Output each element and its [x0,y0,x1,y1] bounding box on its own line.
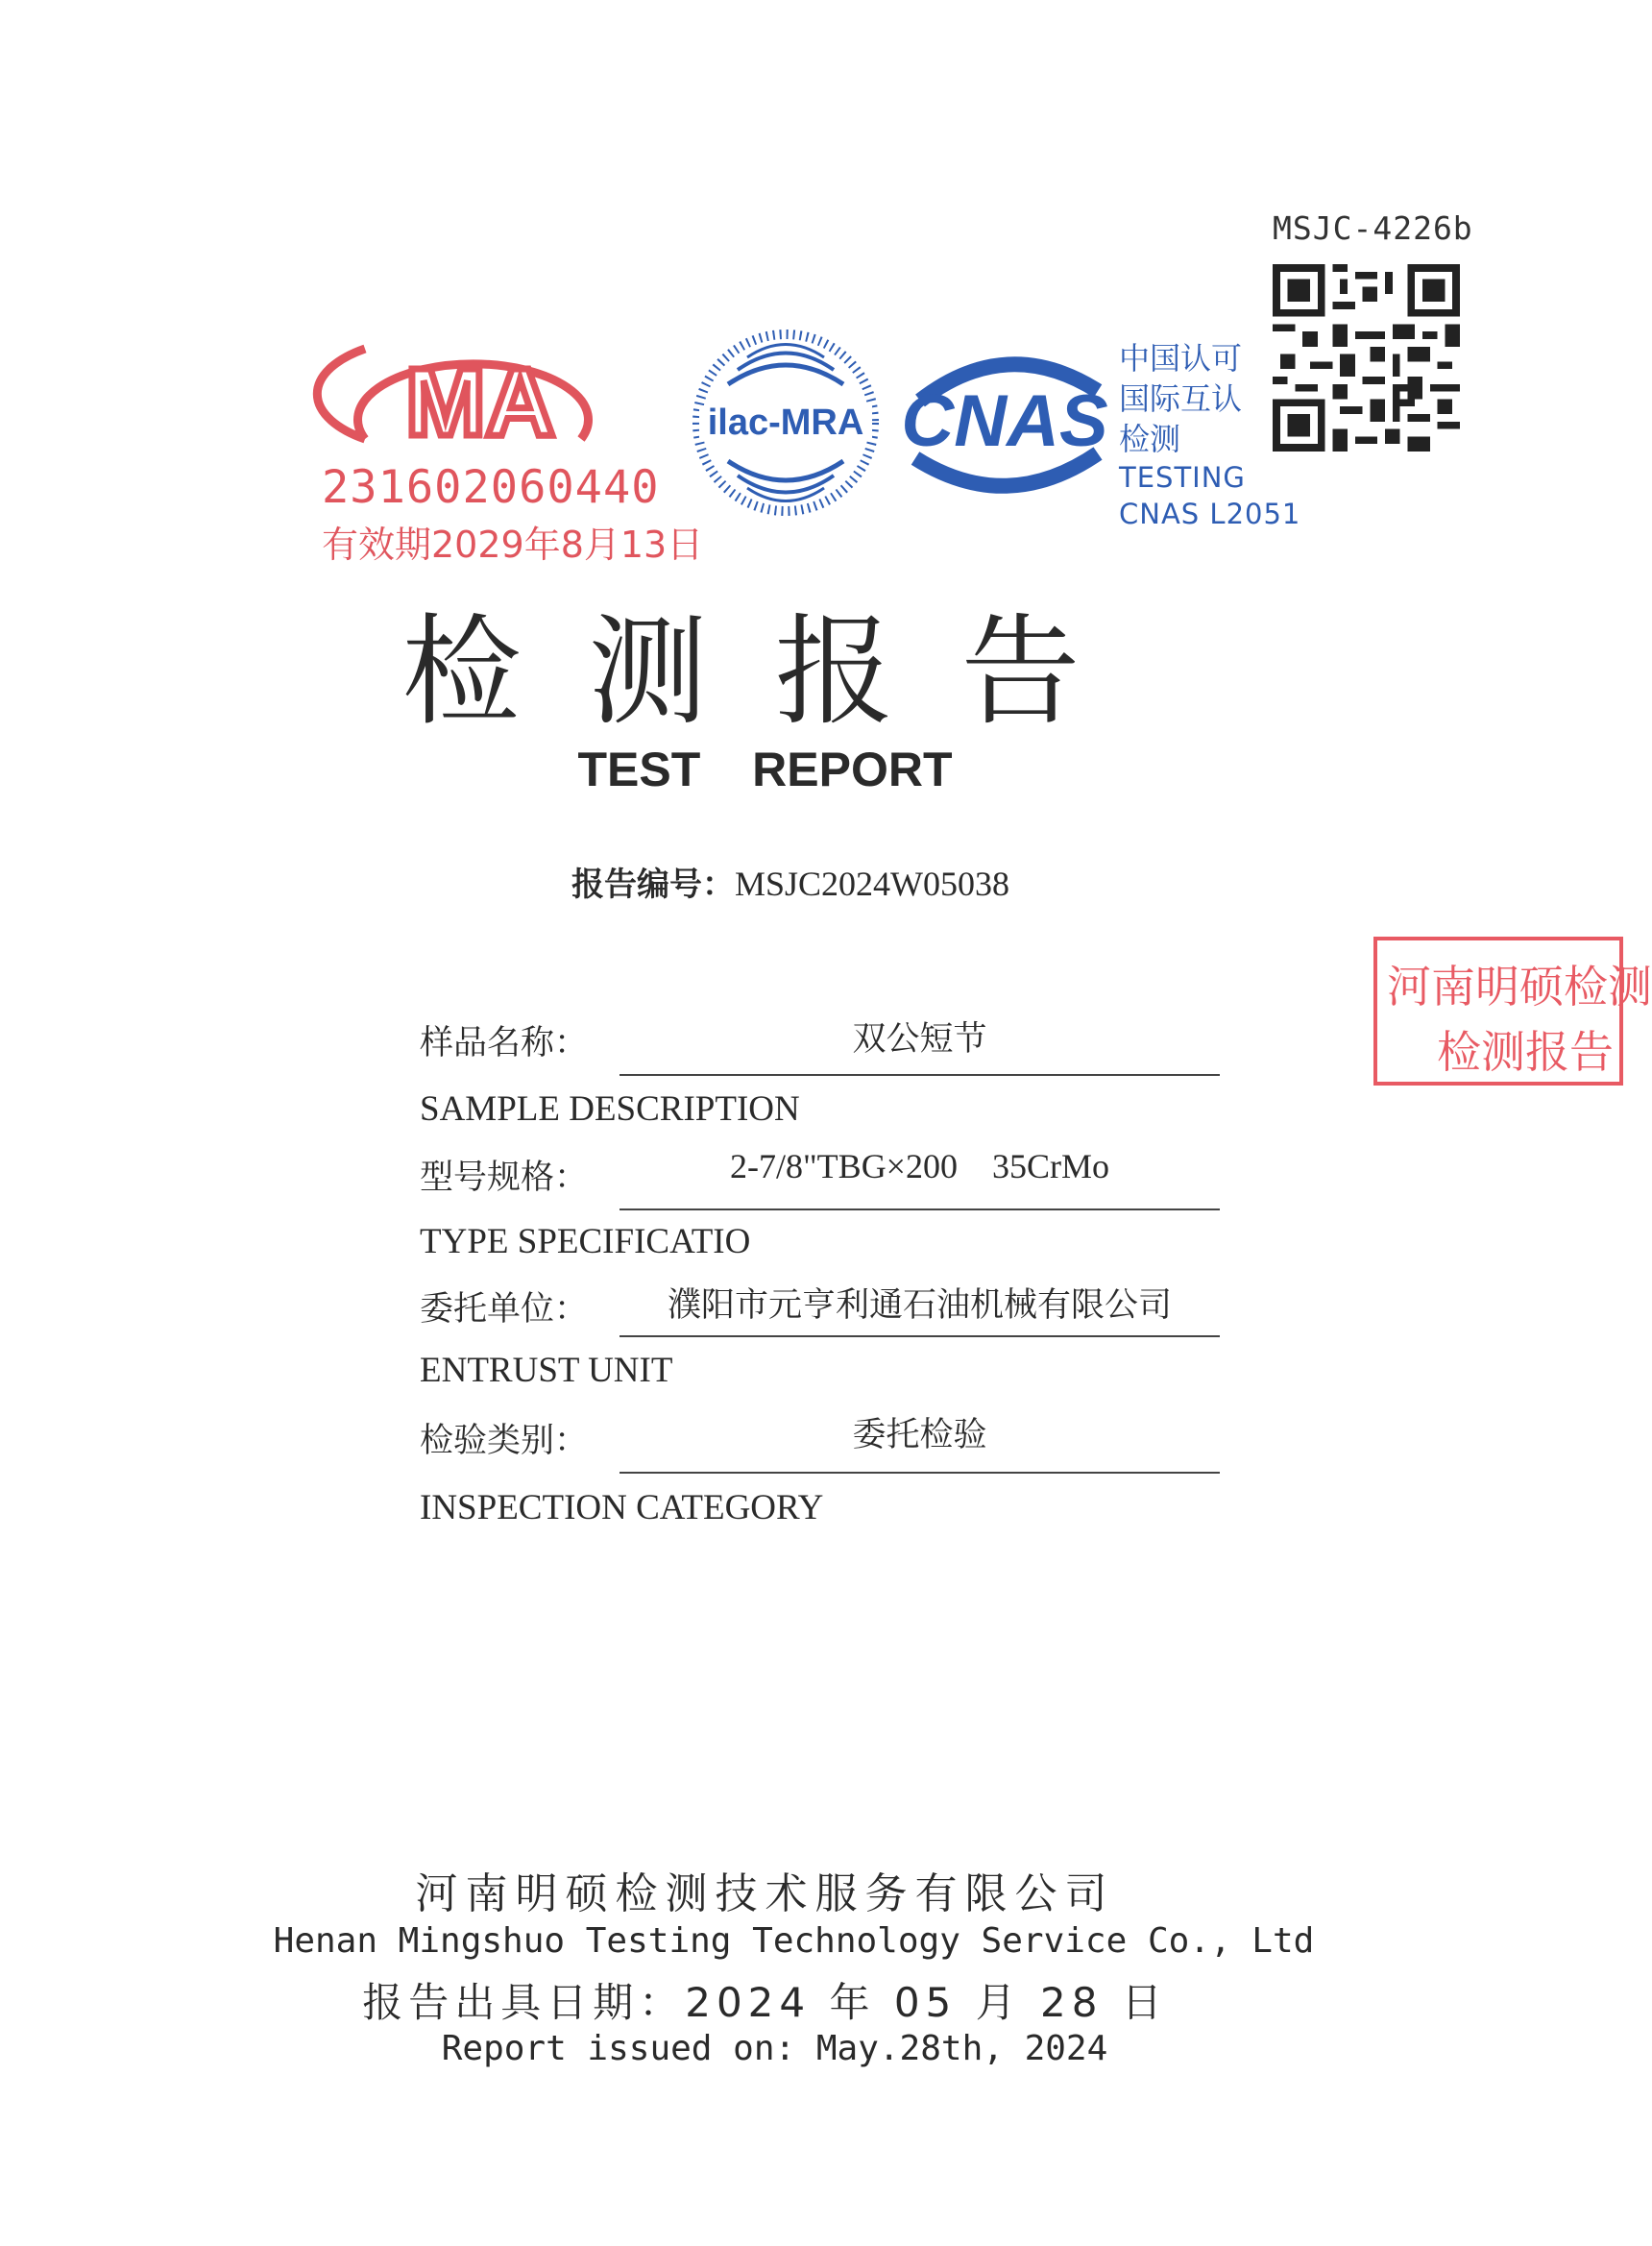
cnas-cn-line2: 国际互认 [1119,380,1243,417]
entrust-unit-en-label: ENTRUST UNIT [420,1351,673,1390]
sample-name-label: 样品名称： [420,1024,589,1062]
side-stamp-line1: 河南明硕检测 [1387,961,1652,1013]
type-spec-underline [620,1208,1220,1210]
cma-validity: 有效期2029年8月13日 [322,524,704,566]
report-title-en: TEST REPORT [577,743,953,796]
company-name-cn: 河南明硕检测技术服务有限公司 [415,1869,1115,1918]
inspection-category-label: 检验类别： [420,1422,589,1460]
cnas-en-line2: CNAS L2051 [1119,498,1301,530]
ilac-mra-seal [690,327,882,519]
ilac-text: ilac-MRA [707,403,864,443]
sample-name-underline [620,1074,1220,1076]
type-spec-value: 2-7/8"TBG×200 35CrMo [730,1147,1109,1185]
company-name-en: Henan Mingshuo Testing Technology Service Co., Ltd [273,1921,1315,1961]
report-number-value: MSJC2024W05038 [735,865,1010,903]
form-code: MSJC-4226b [1273,209,1473,247]
issue-date-cn: 报告出具日期：2024 年 05 月 28 日 [362,1979,1168,2026]
cnas-en-line1: TESTING [1119,461,1246,494]
side-stamp [1373,937,1652,1086]
report-number-label: 报告编号： [571,866,735,904]
entrust-unit-label: 委托单位： [420,1290,589,1329]
entrust-unit-value: 濮阳市元亨利通石油机械有限公司 [667,1286,1172,1325]
report-number [571,858,1009,905]
cnas-accreditation-text [1119,338,1300,532]
report-title-cn: 检测报告 [401,603,1148,742]
sample-name-value: 双公短节 [852,1020,987,1059]
type-specification-label: TYPE SPECIFICATIO [420,1222,751,1261]
issue-date-en: Report issued on: May.28th, 2024 [441,2029,1108,2068]
side-stamp-line2: 检测报告 [1437,1026,1614,1078]
cma-number: 231602060440 [322,461,660,514]
cnas-logo [891,338,1122,511]
inspection-category-underline [620,1472,1220,1474]
cma-logo-text: MA [405,349,555,456]
cnas-logo-text: CNAS [901,380,1108,462]
cnas-cn-line1: 中国认可 [1119,340,1243,377]
cnas-cn-line3: 检测 [1119,421,1181,457]
inspection-category-value: 委托检验 [852,1416,987,1454]
inspection-category-en-label: INSPECTION CATEGORY [420,1488,824,1527]
entrust-unit-underline [620,1335,1220,1337]
sample-description-label: SAMPLE DESCRIPTION [420,1089,800,1129]
cma-logo [346,331,600,456]
type-spec-label: 型号规格： [420,1159,589,1197]
